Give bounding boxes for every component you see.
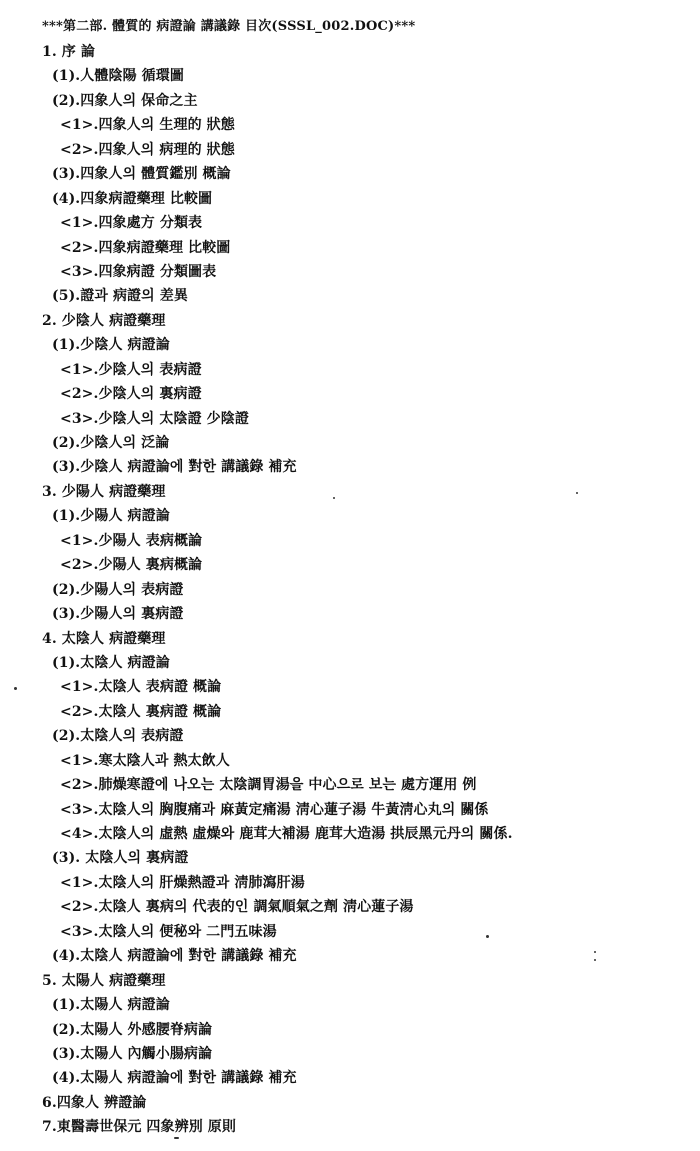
toc-item-level-2: <2>.四象病證藥理 比較圖 <box>60 239 231 256</box>
toc-item-level-1: (3).太陽人 內觸小腸病論 <box>52 1045 213 1062</box>
document-title: ***第二部. 體質的 病證論 講議錄 目次(SSSL_002.DOC)*** <box>42 19 416 34</box>
toc-item-level-1: (1).太陽人 病證論 <box>52 997 170 1014</box>
toc-item-level-1: (2).太陰人의 表病證 <box>52 728 184 745</box>
scan-speck <box>14 687 17 690</box>
toc-item-level-2: <3>.四象病證 分類圖表 <box>60 263 217 280</box>
toc-item-level-0: 2. 少陰人 病證藥理 <box>42 312 166 329</box>
toc-item-level-1: (2).少陽人의 表病證 <box>52 581 184 598</box>
toc-item-level-2: <1>.少陰人의 表病證 <box>60 361 202 378</box>
toc-item-level-1: (1).太陰人 病證論 <box>52 654 170 671</box>
toc-item-level-2: <1>.太陰人의 肝燥熱證과 淸肺瀉肝湯 <box>60 874 305 891</box>
toc-item-level-2: <1>.四象處方 分類表 <box>60 215 203 232</box>
toc-item-level-1: (1).人體陰陽 循環圖 <box>52 68 184 85</box>
toc-item-level-2: <1>.少陽人 表病概論 <box>60 532 203 549</box>
toc-item-level-2: <2>.肺燥寒證에 나오는 太陰調胃湯을 中心으로 보는 處方運用 例 <box>60 777 477 794</box>
toc-item-level-1: (3).四象人의 體質鑑別 概論 <box>52 166 231 183</box>
toc-item-level-2: <1>.寒太陰人과 熱太飲人 <box>60 752 230 769</box>
toc-item-level-1: (2).四象人의 保命之主 <box>52 92 198 109</box>
toc-item-level-1: (4).四象病證藥理 比較圖 <box>52 190 213 207</box>
toc-item-level-1: (1).少陽人 病證論 <box>52 508 170 525</box>
toc-item-level-1: (2).少陰人의 泛論 <box>52 435 170 451</box>
toc-item-level-2: <2>.太陰人 裏病證 概論 <box>60 703 222 720</box>
scan-speck <box>333 497 335 499</box>
toc-item-level-1: (1).少陰人 病證論 <box>52 337 170 354</box>
scan-speck <box>486 935 489 938</box>
toc-item-level-2: <3>.太陰人의 便秘와 二門五味湯 <box>60 923 277 940</box>
toc-item-level-1: (3). 太陰人의 裏病證 <box>52 850 189 867</box>
toc-item-level-1: (4).太陽人 病證論에 對한 講議錄 補充 <box>52 1070 297 1087</box>
toc-item-level-2: <2>.少陽人 裏病概論 <box>60 557 203 574</box>
toc-item-level-1: (2).太陽人 外感腰脊病論 <box>52 1021 213 1038</box>
toc-item-level-2: <1>.太陰人 表病證 概論 <box>60 679 222 696</box>
table-of-contents <box>42 40 682 1140</box>
document-page <box>42 14 682 1140</box>
toc-item-level-2: <2>.四象人의 病理的 狀態 <box>60 141 235 158</box>
toc-item-level-2: <4>.太陰人의 虛熱 虛燥와 鹿茸大補湯 鹿茸大造湯 拱辰黑元丹의 關係. <box>60 826 513 842</box>
toc-item-level-2: <3>.少陰人의 太陰證 少陰證 <box>60 410 249 427</box>
scan-speck <box>594 959 596 961</box>
toc-item-level-0: 6.四象人 辨證論 <box>42 1094 147 1111</box>
toc-item-level-0: 7.東醫壽世保元 四象辨別 原則 <box>42 1119 236 1136</box>
toc-item-level-0: 3. 少陽人 病證藥理 <box>42 483 166 500</box>
toc-item-level-2: <2>.太陰人 裏病의 代表的인 調氣順氣之劑 淸心蓮子湯 <box>60 899 414 916</box>
scan-speck <box>594 951 596 953</box>
toc-item-level-1: (4).太陰人 病證論에 對한 講議錄 補充 <box>52 948 297 965</box>
toc-item-level-0: 5. 太陽人 病證藥理 <box>42 972 166 989</box>
toc-item-level-1: (3).少陽人의 裏病證 <box>52 606 184 623</box>
toc-item-level-1: (5).證과 病證의 差異 <box>52 288 188 305</box>
toc-item-level-1: (3).少陰人 病證論에 對한 講議錄 補充 <box>52 459 297 476</box>
toc-item-level-2: <2>.少陰人의 裏病證 <box>60 386 202 403</box>
scan-speck <box>576 492 578 494</box>
toc-item-level-0: 4. 太陰人 病證藥理 <box>42 630 166 647</box>
scan-speck <box>174 1137 179 1139</box>
toc-item-level-2: <1>.四象人의 生理的 狀態 <box>60 117 235 134</box>
toc-item-level-0: 1. 序 論 <box>42 44 95 60</box>
toc-item-level-2: <3>.太陰人의 胸腹痛과 麻黃定痛湯 淸心蓮子湯 牛黃淸心丸의 關係 <box>60 801 489 818</box>
